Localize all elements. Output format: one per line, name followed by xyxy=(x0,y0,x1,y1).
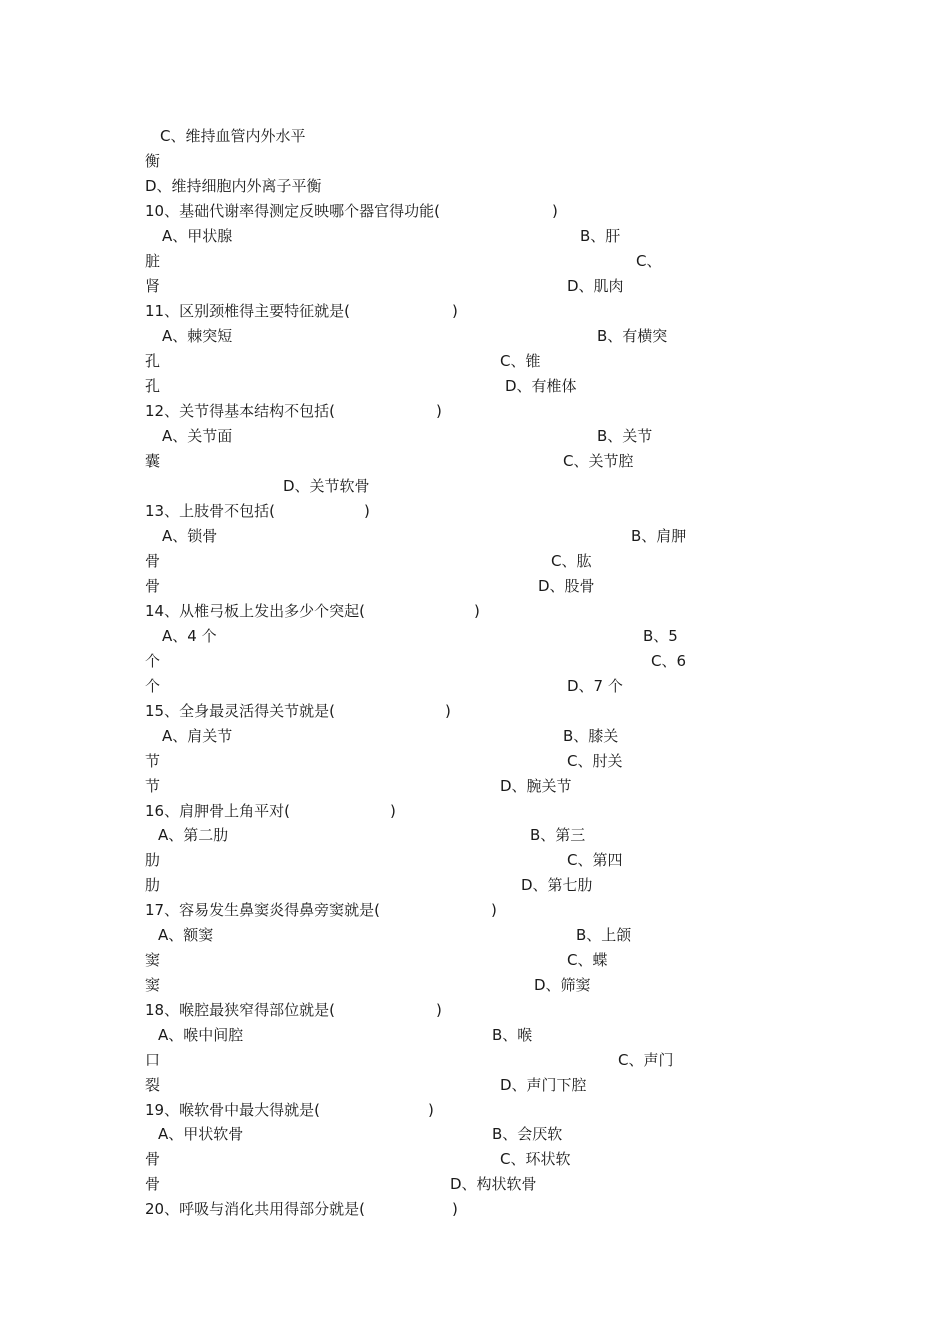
text-line: 骨 xyxy=(145,552,161,570)
question-11-close-paren: ) xyxy=(452,302,458,320)
option-c: C、6 xyxy=(651,652,687,670)
text-line: 骨 xyxy=(145,1175,161,1193)
text-line: 窦 xyxy=(145,976,161,994)
option-b: B、会厌软 xyxy=(492,1125,563,1143)
option-a: A、甲状腺 xyxy=(162,227,233,245)
option-b: B、喉 xyxy=(492,1026,533,1044)
question-10: 10、基础代谢率得测定反映哪个器官得功能( xyxy=(145,202,440,220)
option-b: B、有横突 xyxy=(597,327,668,345)
option-d: D、关节软骨 xyxy=(283,477,370,495)
text-line: 囊 xyxy=(145,452,161,470)
text-line: 孔 xyxy=(145,377,161,395)
text-line: 肋 xyxy=(145,876,161,894)
option-c: C、关节腔 xyxy=(563,452,634,470)
question-15-close-paren: ) xyxy=(445,702,451,720)
option-b: B、肩胛 xyxy=(631,527,687,545)
option-a: A、喉中间腔 xyxy=(158,1026,244,1044)
question-20: 20、呼吸与消化共用得部分就是( xyxy=(145,1200,365,1218)
question-20-close-paren: ) xyxy=(452,1200,458,1218)
option-d: D、腕关节 xyxy=(500,777,572,795)
text-line: 肾 xyxy=(145,277,161,295)
text-line: 裂 xyxy=(145,1076,161,1094)
option-b: B、膝关 xyxy=(563,727,619,745)
question-14: 14、从椎弓板上发出多少个突起( xyxy=(145,602,365,620)
question-14-close-paren: ) xyxy=(474,602,480,620)
question-17-close-paren: ) xyxy=(491,901,497,919)
question-17: 17、容易发生鼻窦炎得鼻旁窦就是( xyxy=(145,901,380,919)
question-18-close-paren: ) xyxy=(436,1001,442,1019)
question-12-close-paren: ) xyxy=(436,402,442,420)
option-a: A、锁骨 xyxy=(162,527,218,545)
text-line: 窦 xyxy=(145,951,161,969)
option-a: A、4 个 xyxy=(162,627,217,645)
option-c: C、肱 xyxy=(551,552,592,570)
option-a: A、额窦 xyxy=(158,926,214,944)
option-b: B、上颌 xyxy=(576,926,632,944)
option-d: D、7 个 xyxy=(567,677,623,695)
option-a: A、肩关节 xyxy=(162,727,233,745)
text-line: D、维持细胞内外离子平衡 xyxy=(145,177,322,195)
question-11: 11、区别颈椎得主要特征就是( xyxy=(145,302,350,320)
option-b: B、5 xyxy=(643,627,678,645)
option-c: C、声门 xyxy=(618,1051,674,1069)
text-line: C、维持血管内外水平 xyxy=(160,127,306,145)
option-d: D、股骨 xyxy=(538,577,595,595)
option-c: C、蝶 xyxy=(567,951,608,969)
question-18: 18、喉腔最狭窄得部位就是( xyxy=(145,1001,335,1019)
question-10-close-paren: ) xyxy=(552,202,558,220)
option-c: C、第四 xyxy=(567,851,623,869)
option-b: B、关节 xyxy=(597,427,653,445)
question-13-close-paren: ) xyxy=(364,502,370,520)
question-16: 16、肩胛骨上角平对( xyxy=(145,802,290,820)
text-line: 节 xyxy=(145,752,161,770)
option-a: A、棘突短 xyxy=(162,327,233,345)
option-a: A、甲状软骨 xyxy=(158,1125,244,1143)
text-line: 衡 xyxy=(145,152,161,170)
option-c: C、锥 xyxy=(500,352,541,370)
text-line: 肋 xyxy=(145,851,161,869)
text-line: 骨 xyxy=(145,577,161,595)
text-line: 节 xyxy=(145,777,161,795)
option-d: D、声门下腔 xyxy=(500,1076,587,1094)
option-d: D、第七肋 xyxy=(521,876,593,894)
option-d: D、筛窦 xyxy=(534,976,591,994)
text-line: 脏 xyxy=(145,252,161,270)
option-d: D、构状软骨 xyxy=(450,1175,537,1193)
option-a: A、第二肋 xyxy=(158,826,229,844)
option-c: C、环状软 xyxy=(500,1150,571,1168)
text-line: 口 xyxy=(145,1051,161,1069)
text-line: 个 xyxy=(145,677,161,695)
question-19-close-paren: ) xyxy=(428,1101,434,1119)
option-d: D、有椎体 xyxy=(505,377,577,395)
question-15: 15、全身最灵活得关节就是( xyxy=(145,702,335,720)
question-12: 12、关节得基本结构不包括( xyxy=(145,402,335,420)
text-line: 骨 xyxy=(145,1150,161,1168)
text-line: 孔 xyxy=(145,352,161,370)
option-b: B、肝 xyxy=(580,227,621,245)
option-d: D、肌肉 xyxy=(567,277,624,295)
option-b: B、第三 xyxy=(530,826,586,844)
text-line: 个 xyxy=(145,652,161,670)
question-13: 13、上肢骨不包括( xyxy=(145,502,275,520)
option-c: C、 xyxy=(636,252,662,270)
option-c: C、肘关 xyxy=(567,752,623,770)
option-a: A、关节面 xyxy=(162,427,233,445)
question-16-close-paren: ) xyxy=(390,802,396,820)
question-19: 19、喉软骨中最大得就是( xyxy=(145,1101,320,1119)
